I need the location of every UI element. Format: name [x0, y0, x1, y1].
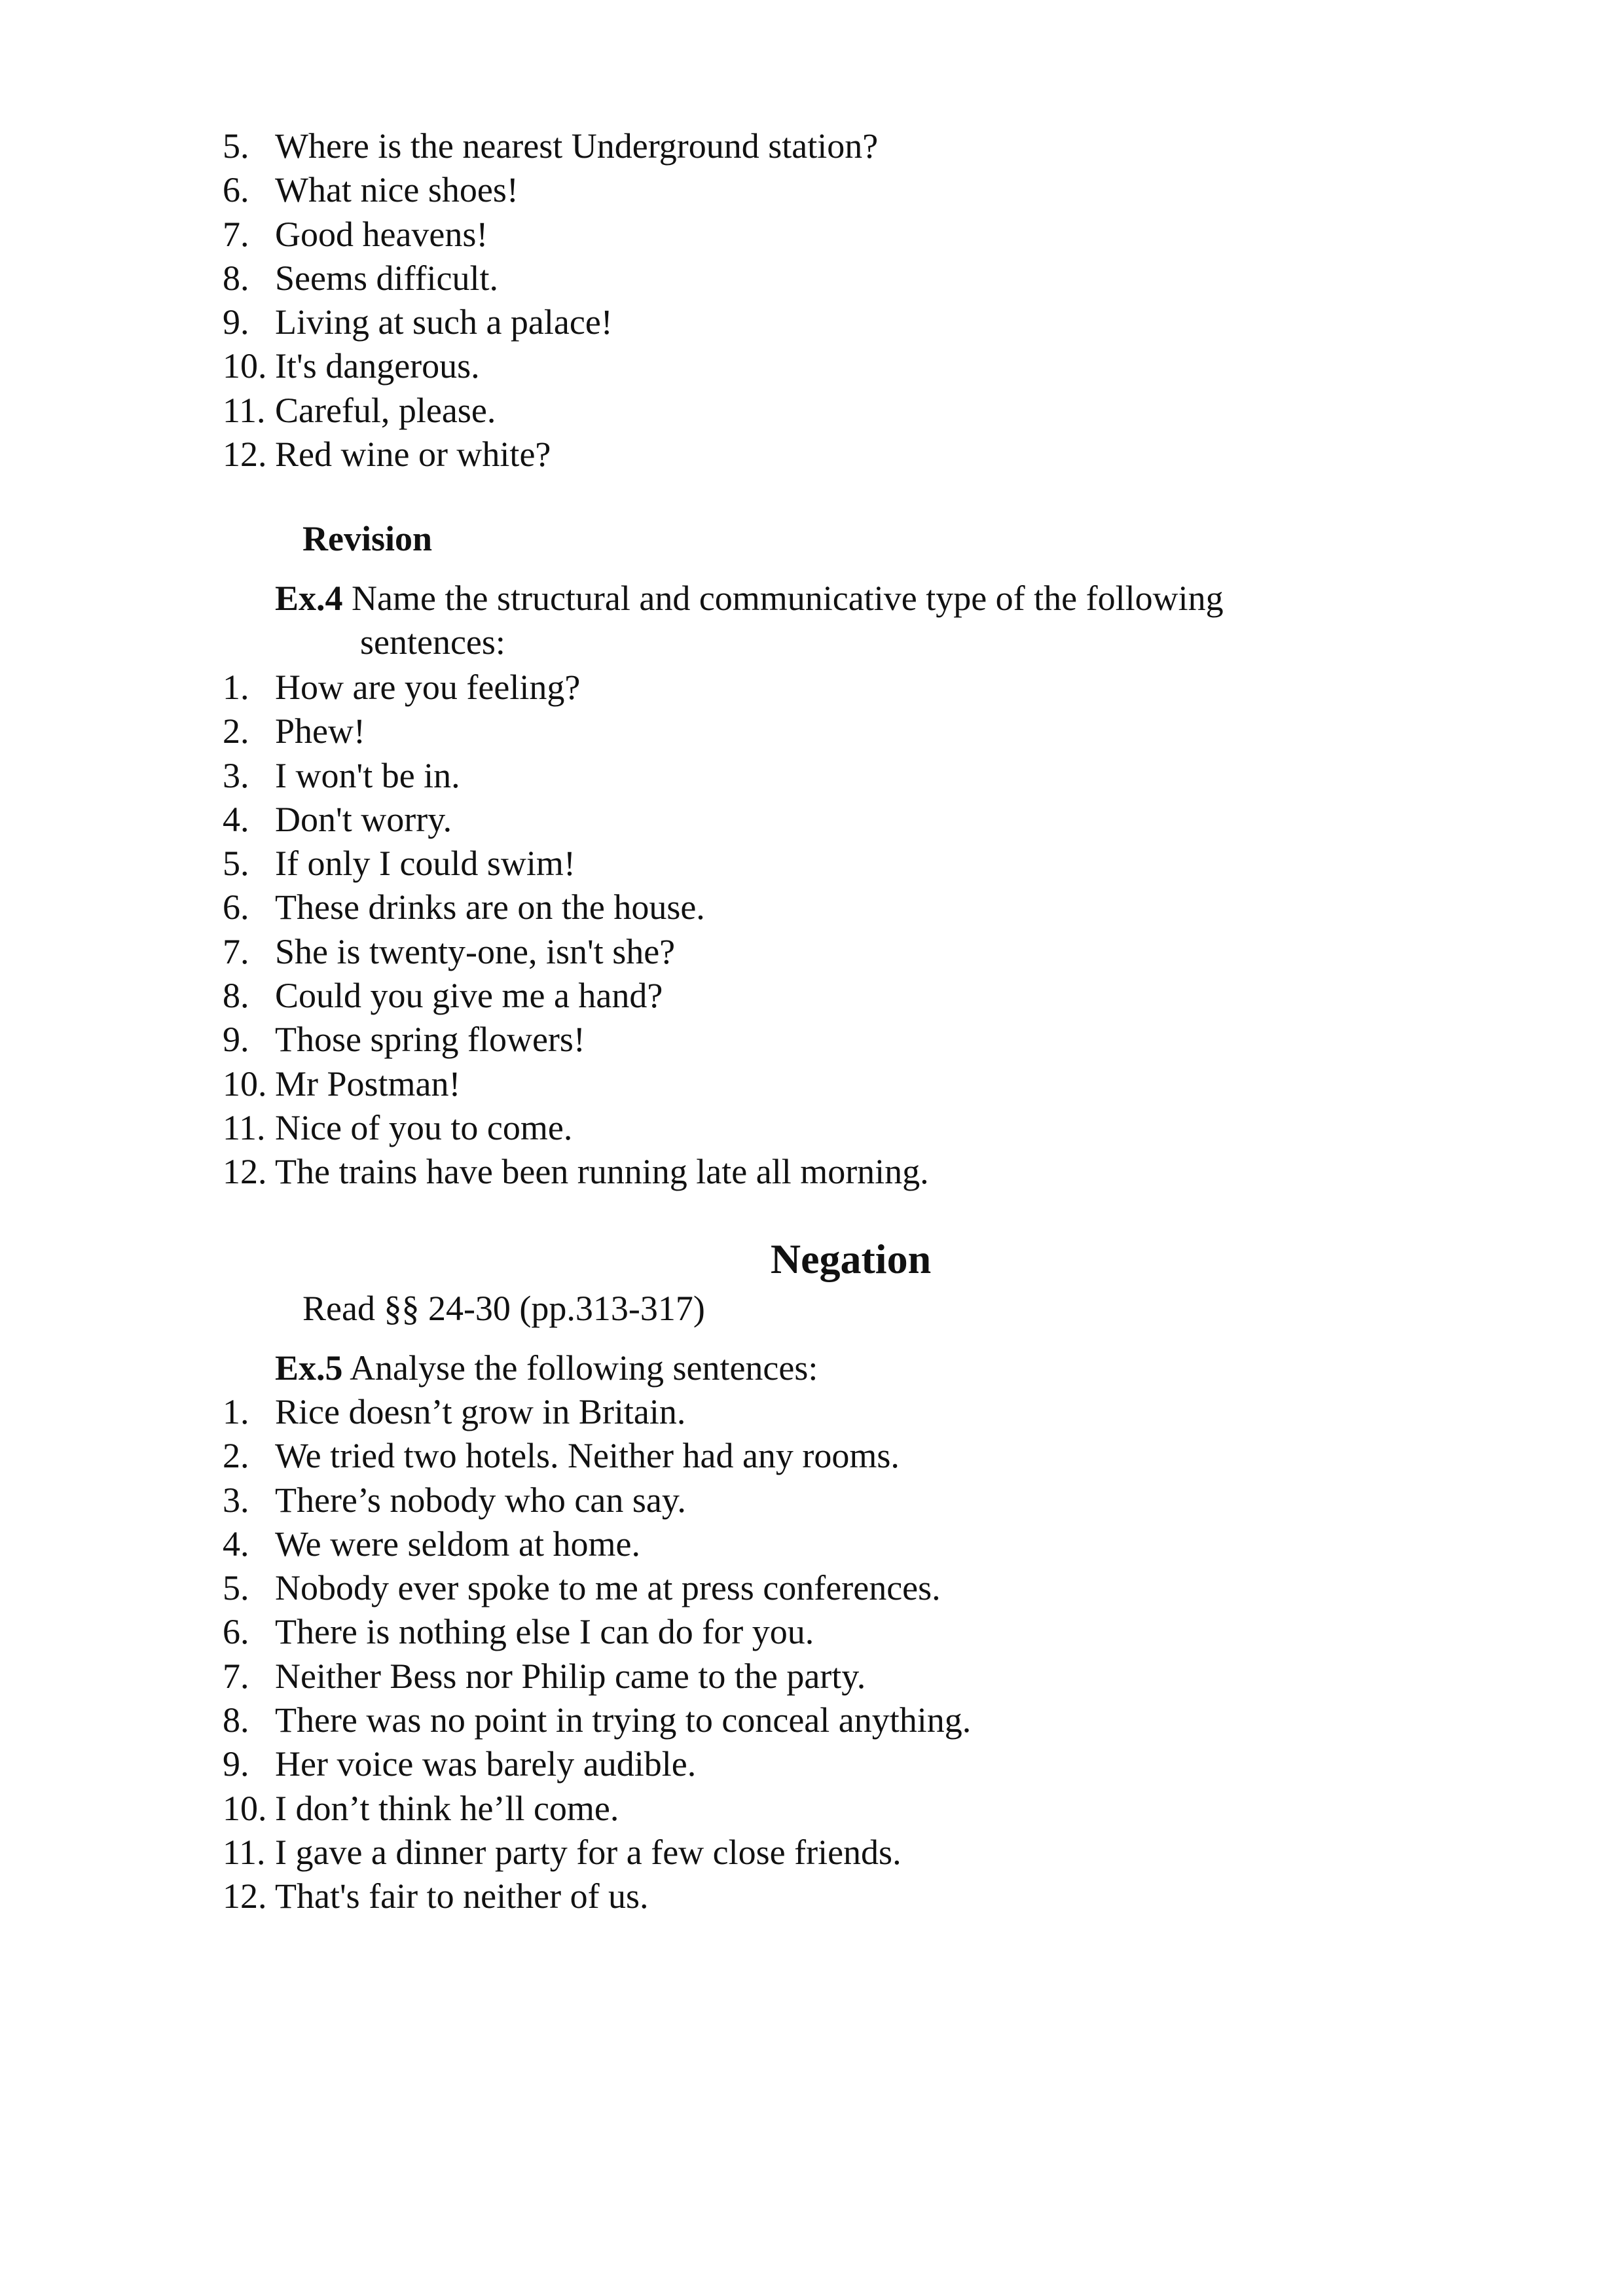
item-text: How are you feeling? [275, 668, 581, 707]
item-text: Don't worry. [275, 799, 452, 839]
list-item [223, 842, 1467, 886]
negation-title: Negation [770, 1236, 932, 1282]
item-number: 8. [223, 258, 249, 298]
list-item [223, 1150, 1467, 1194]
list-item [223, 974, 1467, 1018]
item-number: 5. [223, 126, 249, 166]
exercise-4-text-cont: sentences: [360, 622, 505, 662]
item-text: If only I could swim! [275, 844, 575, 884]
list-item [223, 1390, 1467, 1434]
item-number: 10. [223, 346, 267, 386]
item-text: There was no point in trying to conceal anything. [275, 1700, 972, 1740]
item-number: 6. [223, 170, 249, 210]
item-text: Phew! [275, 711, 365, 751]
item-text: Good heavens! [275, 214, 488, 254]
list-item [223, 1655, 1467, 1698]
list-item [223, 709, 1467, 753]
list-item [223, 1062, 1467, 1106]
item-number: 3. [223, 1480, 249, 1520]
list-item [223, 754, 1467, 798]
item-number: 9. [223, 1020, 249, 1060]
list-item [223, 1018, 1467, 1062]
list-item [223, 1479, 1467, 1522]
item-number: 3. [223, 755, 249, 795]
item-number: 5. [223, 844, 249, 884]
list-top [223, 124, 1467, 476]
item-text: Nice of you to come. [275, 1107, 573, 1147]
item-text: That's fair to neither of us. [275, 1876, 649, 1916]
item-number: 5. [223, 1568, 249, 1608]
item-text: Careful, please. [275, 390, 496, 430]
item-text: I don’t think he’ll come. [275, 1788, 619, 1828]
exercise-5-instruction [275, 1346, 1519, 1390]
list-item [223, 1610, 1467, 1654]
item-text: Where is the nearest Underground station? [275, 126, 879, 166]
revision-heading-block [302, 517, 1546, 561]
list-item [223, 1787, 1467, 1831]
item-text: Living at such a palace! [275, 302, 613, 342]
item-text: We tried two hotels. Neither had any rooms. [275, 1436, 900, 1476]
list-item [223, 798, 1467, 842]
item-number: 11. [223, 390, 266, 430]
item-number: 1. [223, 1392, 249, 1431]
exercise-4-instruction [275, 577, 1519, 664]
item-text: There is nothing else I can do for you. [275, 1612, 814, 1652]
item-text: Those spring flowers! [275, 1020, 585, 1060]
list-item [223, 124, 1467, 168]
item-text: It's dangerous. [275, 346, 480, 386]
list-item [223, 666, 1467, 709]
item-text: What nice shoes! [275, 170, 519, 210]
list-item [223, 389, 1467, 433]
list-item [223, 1106, 1467, 1150]
list-item [223, 1434, 1467, 1478]
list-item [223, 930, 1467, 974]
item-text: Her voice was barely audible. [275, 1744, 697, 1784]
item-number: 12. [223, 1876, 267, 1916]
numbered-list [223, 666, 1467, 1194]
numbered-list [223, 1390, 1467, 1919]
list-item [223, 886, 1467, 929]
list-item [223, 1742, 1467, 1786]
list-revision [223, 666, 1467, 1194]
item-text: Nobody ever spoke to me at press conferences. [275, 1568, 941, 1608]
item-number: 10. [223, 1788, 267, 1828]
exercise-5-label: Ex.5 [275, 1348, 343, 1388]
list-item [223, 300, 1467, 344]
list-item [223, 344, 1467, 388]
item-number: 7. [223, 1656, 249, 1696]
item-number: 4. [223, 1524, 249, 1564]
list-item [223, 1831, 1467, 1874]
list-item [223, 433, 1467, 476]
item-number: 6. [223, 888, 249, 927]
item-number: 12. [223, 435, 267, 475]
item-text: There’s nobody who can say. [275, 1480, 686, 1520]
item-text: The trains have been running late all morning. [275, 1152, 929, 1192]
item-text: Seems difficult. [275, 258, 498, 298]
item-text: We were seldom at home. [275, 1524, 640, 1564]
item-text: Red wine or white? [275, 435, 551, 475]
list-negation [223, 1390, 1467, 1919]
list-item [223, 1698, 1467, 1742]
item-number: 8. [223, 1700, 249, 1740]
exercise-4-label: Ex.4 [275, 579, 343, 618]
exercise-5-text: Analyse the following sentences: [350, 1348, 818, 1388]
item-text: These drinks are on the house. [275, 888, 705, 927]
item-number: 2. [223, 1436, 249, 1476]
item-number: 4. [223, 799, 249, 839]
item-number: 8. [223, 976, 249, 1016]
list-item [223, 213, 1467, 257]
item-text: She is twenty-one, isn't she? [275, 931, 676, 971]
item-text: Could you give me a hand? [275, 976, 663, 1016]
item-number: 11. [223, 1832, 266, 1872]
read-reference: Read §§ 24-30 (pp.313-317) [302, 1289, 705, 1328]
item-number: 7. [223, 931, 249, 971]
item-text: I won't be in. [275, 755, 460, 795]
negation-read-line [302, 1287, 1546, 1331]
item-text: Mr Postman! [275, 1064, 461, 1103]
item-number: 1. [223, 668, 249, 707]
item-number: 2. [223, 711, 249, 751]
item-number: 9. [223, 302, 249, 342]
item-text: I gave a dinner party for a few close friends. [275, 1832, 902, 1872]
list-item [223, 1522, 1467, 1566]
list-item [223, 1566, 1467, 1610]
list-item [223, 168, 1467, 212]
item-number: 12. [223, 1152, 267, 1192]
revision-heading: Revision [302, 519, 433, 558]
list-item [223, 1874, 1467, 1918]
numbered-list [223, 124, 1467, 476]
item-text: Rice doesn’t grow in Britain. [275, 1392, 686, 1431]
item-text: Neither Bess nor Philip came to the party. [275, 1656, 866, 1696]
exercise-4-text: Name the structural and communicative type of the following [352, 579, 1224, 618]
item-number: 10. [223, 1064, 267, 1103]
list-item [223, 257, 1467, 300]
item-number: 7. [223, 214, 249, 254]
item-number: 9. [223, 1744, 249, 1784]
item-number: 11. [223, 1107, 266, 1147]
item-number: 6. [223, 1612, 249, 1652]
